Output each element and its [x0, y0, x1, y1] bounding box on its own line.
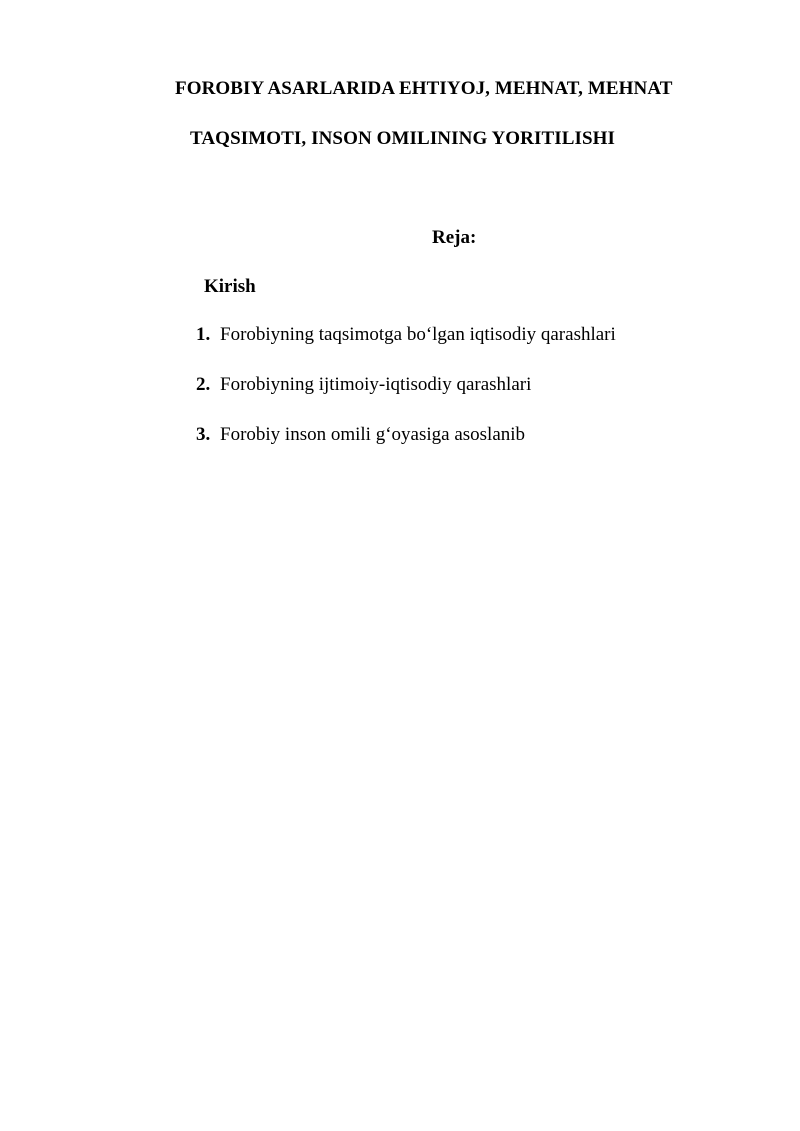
document-title-line-1: FOROBIY ASARLARIDA EHTIYOJ, MEHNAT, MEHNAT: [175, 78, 673, 99]
plan-item-text: Forobiyning ijtimoiy-iqtisodiy qarashlari: [220, 374, 532, 395]
plan-item-text: Forobiyning taqsimotga bo‘lgan iqtisodiy qarashlari: [220, 324, 616, 345]
plan-list: [196, 324, 616, 474]
plan-item: [196, 424, 616, 474]
plan-item: [196, 374, 616, 424]
intro-heading: Kirish: [204, 276, 256, 297]
plan-item-text: Forobiy inson omili g‘oyasiga asoslanib: [220, 424, 526, 445]
plan-item-number: 2.: [196, 374, 211, 395]
plan-item-number: 1.: [196, 324, 211, 345]
plan-item-number: 3.: [196, 424, 211, 445]
plan-item: [196, 324, 616, 374]
plan-heading: Reja:: [432, 227, 477, 248]
document-title-line-2: TAQSIMOTI, INSON OMILINING YORITILISHI: [190, 128, 616, 149]
